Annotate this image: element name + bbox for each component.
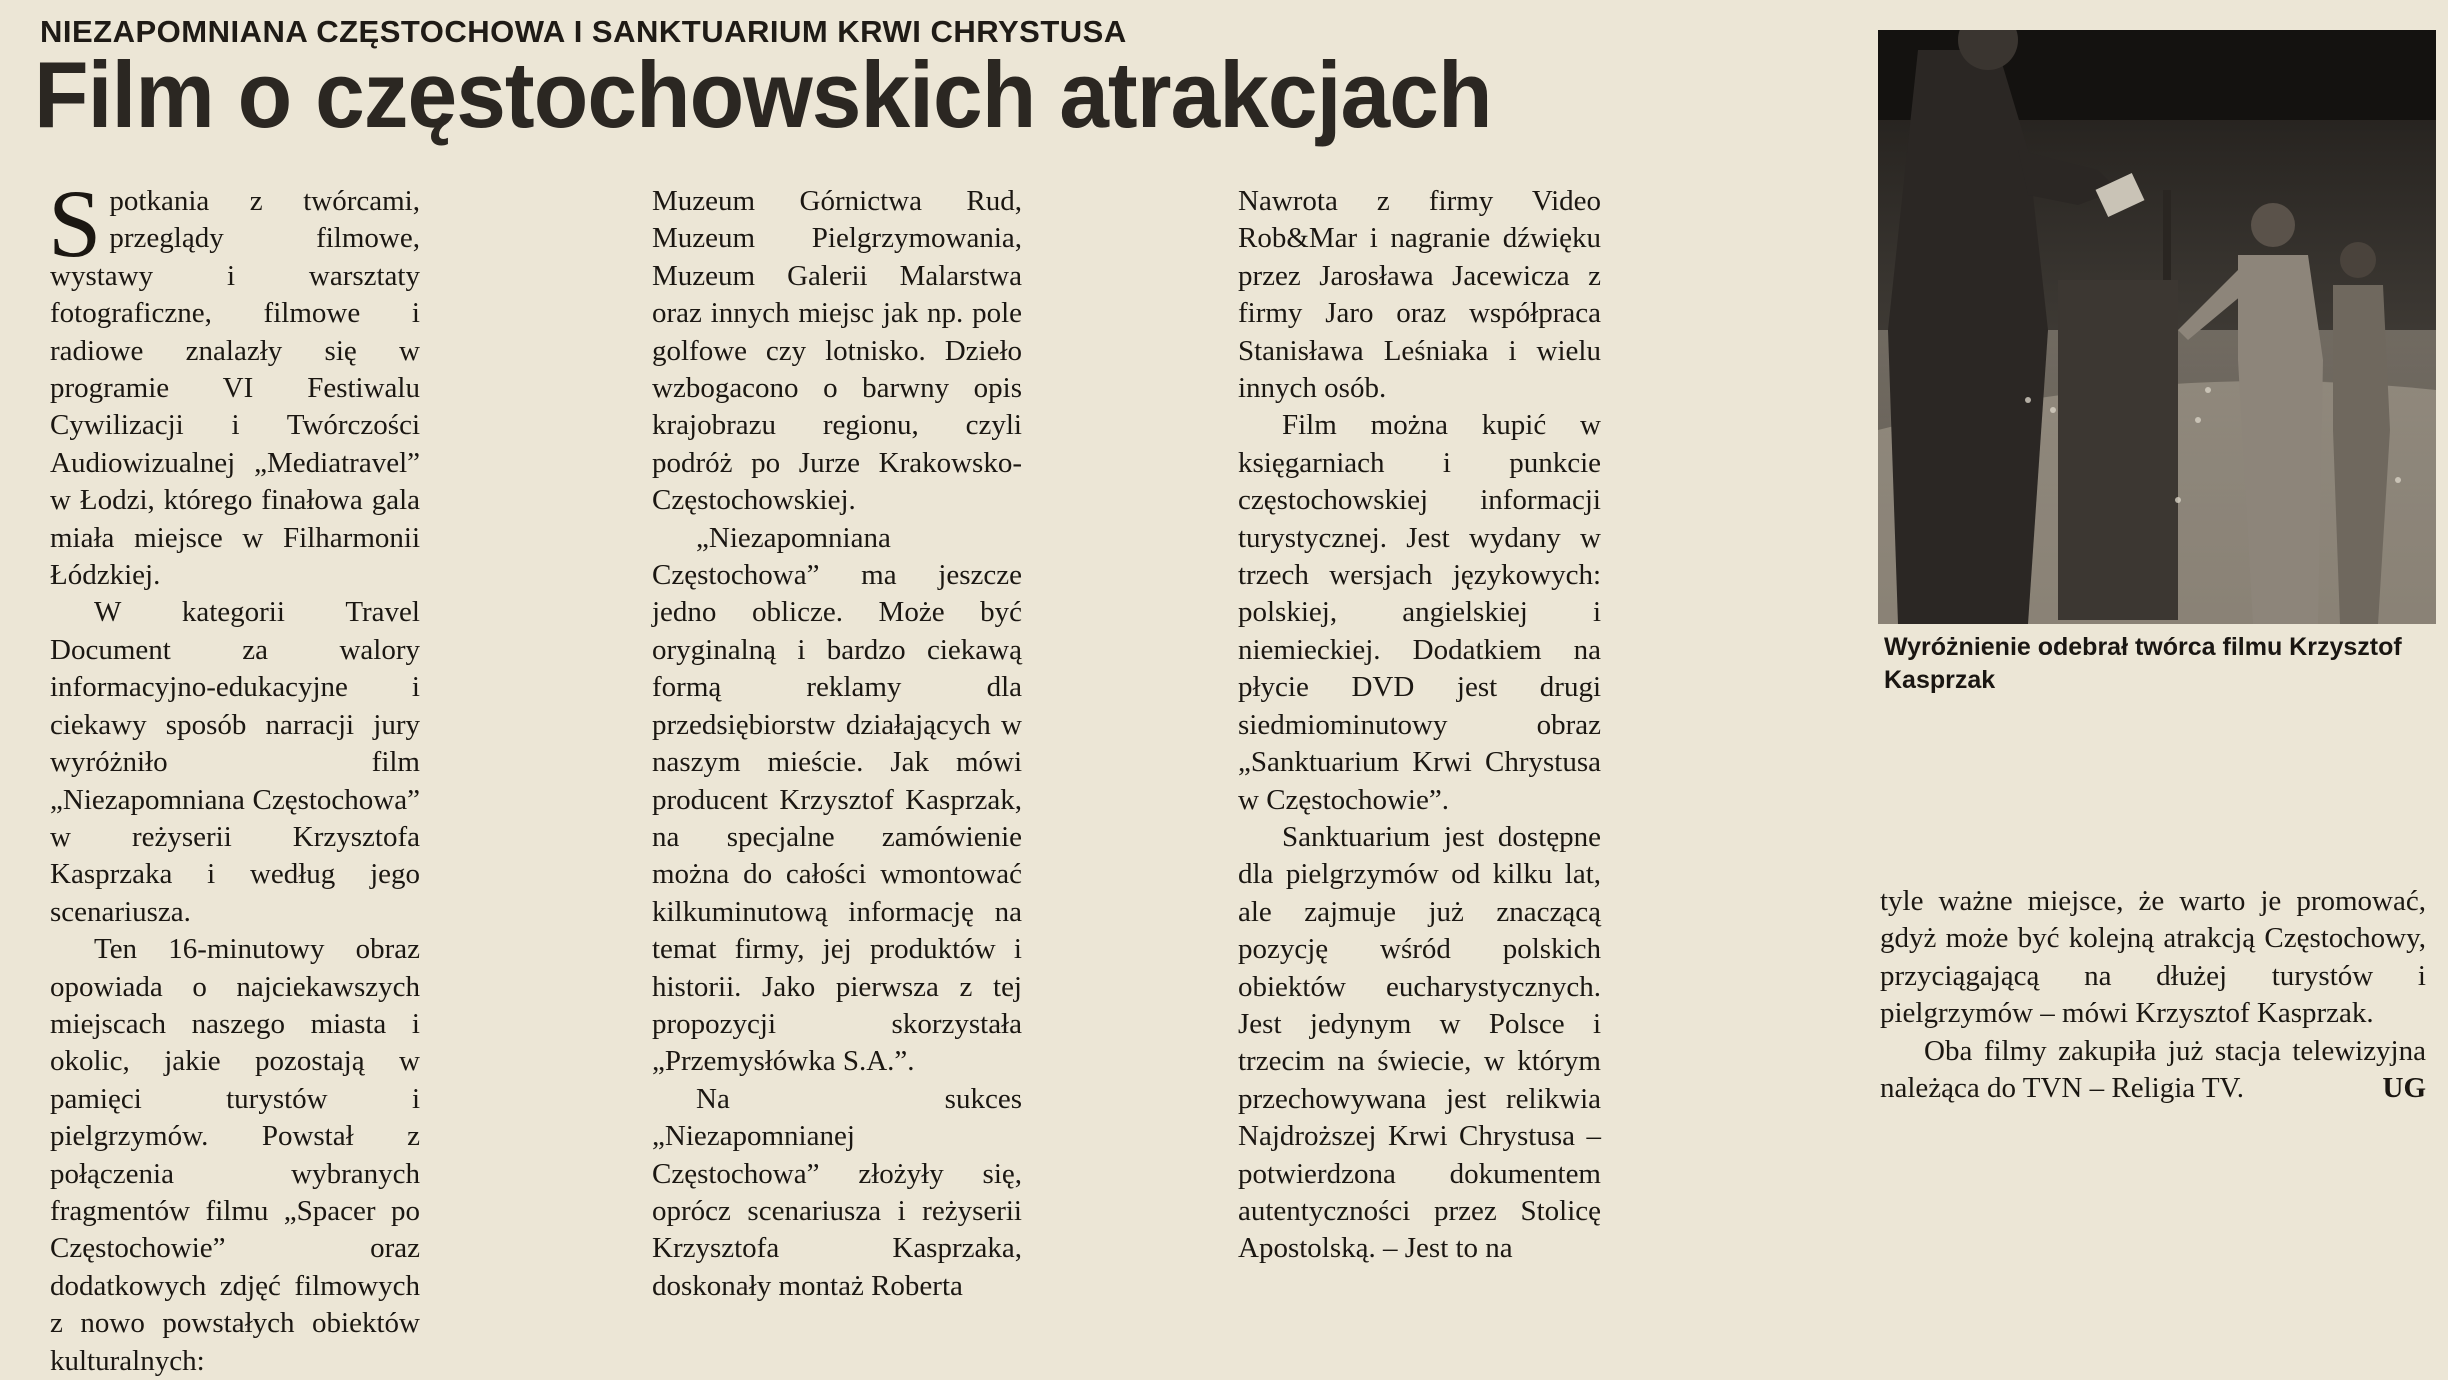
- author-signature: UG: [2382, 1072, 2426, 1105]
- paragraph: Muzeum Górnictwa Rud, Muzeum Pielgrzymowania, Muzeum Galerii Malarstwa oraz innych miejsc jak np. pole golfowe czy lotnisko. Dzieło wzbogacono o barwny opis krajobrazu regionu, czyli podróż po Jurze Krakowsko-Częstochowskiej.: [652, 185, 1022, 517]
- award-photo: [1878, 30, 2436, 624]
- paragraph-text: Oba filmy zakupiła już stacja telewizyjna należąca do TVN – Religia TV.: [1880, 1034, 2426, 1105]
- paragraph: [48, 170, 420, 594]
- article-column-1: [48, 170, 420, 1380]
- article-column-4: [1880, 883, 2426, 1107]
- paragraph-text: potkania z twórcami, przeglądy filmowe, wystawy i warsztaty fotograficzne, filmowe i radiowe znalazły się w programie VI Festiwalu Cywilizacji i Twórczości Audiowizualnej „Mediatravel” w Łodzi, którego finałowa gala miała miejsce w Filharmonii Łódzkiej.: [50, 185, 420, 592]
- paragraph: W kategorii Travel Document za walory informacyjno-edukacyjne i ciekawy sposób narracji jury wyróżniło film „Niezapomniana Częstochowa” w reżyserii Krzysztofa Kasprzaka i według jego scenariusza.: [50, 596, 420, 928]
- paragraph: Film można kupić w księgarniach i punkcie częstochowskiej informacji turystycznej. Jest wydany w trzech wersjach językowych: polskiej, angielskiej i niemieckiej. Dodatkiem na płycie DVD jest drugi siedmiominutowy obraz „Sanktuarium Krwi Chrystusa w Częstochowie”.: [1238, 409, 1601, 816]
- kicker: NIEZAPOMNIANA CZĘSTOCHOWA I SANKTUARIUM KRWI CHRYSTUSA: [40, 14, 1127, 49]
- paragraph: [1880, 1033, 2426, 1108]
- paragraph: tyle ważne miejsce, że warto je promować, gdyż może być kolejną atrakcją Częstochowy, przyciągającą na dłużej turystów i pielgrzymów – mówi Krzysztof Kasprzak.: [1880, 885, 2426, 1030]
- award-ceremony-image: [1878, 30, 2436, 624]
- headline: Film o częstochowskich atrakcjach: [34, 42, 1492, 147]
- paragraph: Nawrota z firmy Video Rob&Mar i nagranie dźwięku przez Jarosława Jacewicza z firmy Jaro oraz współpraca Stanisława Leśniaka i wielu innych osób.: [1238, 185, 1601, 405]
- article-column-3: [1238, 183, 1601, 1268]
- paragraph: Ten 16-minutowy obraz opowiada o najciekawszych miejscach naszego miasta i okolic, jakie pozostają w pamięci turystów i pielgrzymów. Powstał z połączenia wybranych fragmentów filmu „Spacer po Częstochowie” oraz dodatkowych zdjęć filmowych z nowo powstałych obiektów kulturalnych:: [50, 933, 420, 1377]
- photo-caption: Wyróżnienie odebrał twórca filmu Krzysztof Kasprzak: [1884, 633, 2402, 694]
- drop-cap: S: [48, 170, 102, 277]
- paragraph: Sanktuarium jest dostępne dla pielgrzymów od kilku lat, ale zajmuje już znaczącą pozycję wśród polskich obiektów eucharystycznych. Jest jedynym w Polsce i trzecim na świecie, w którym przechowywana jest relikwia Najdroższej Krwi Chrystusa – potwierdzona dokumentem autentyczności przez Stolicę Apostolską. – Jest to na: [1238, 820, 1601, 1265]
- article-column-2: [652, 183, 1022, 1305]
- paragraph: Na sukces „Niezapomnianej Częstochowa” złożyły się, oprócz scenariusza i reżyserii Krzysztofa Kasprzaka, doskonały montaż Roberta: [652, 1082, 1022, 1302]
- paragraph: „Niezapomniana Częstochowa” ma jeszcze jedno oblicze. Może być oryginalną i bardzo ciekawą formą reklamy dla przedsiębiorstw działających w naszym mieście. Jak mówi producent Krzysztof Kasprzak, na specjalne zamówienie można do całości wmontować kilkuminutową informację na temat firmy, jej produktów i historii. Jako pierwsza z tej propozycji skorzystała „Przemysłówka S.A.”.: [652, 521, 1022, 1078]
